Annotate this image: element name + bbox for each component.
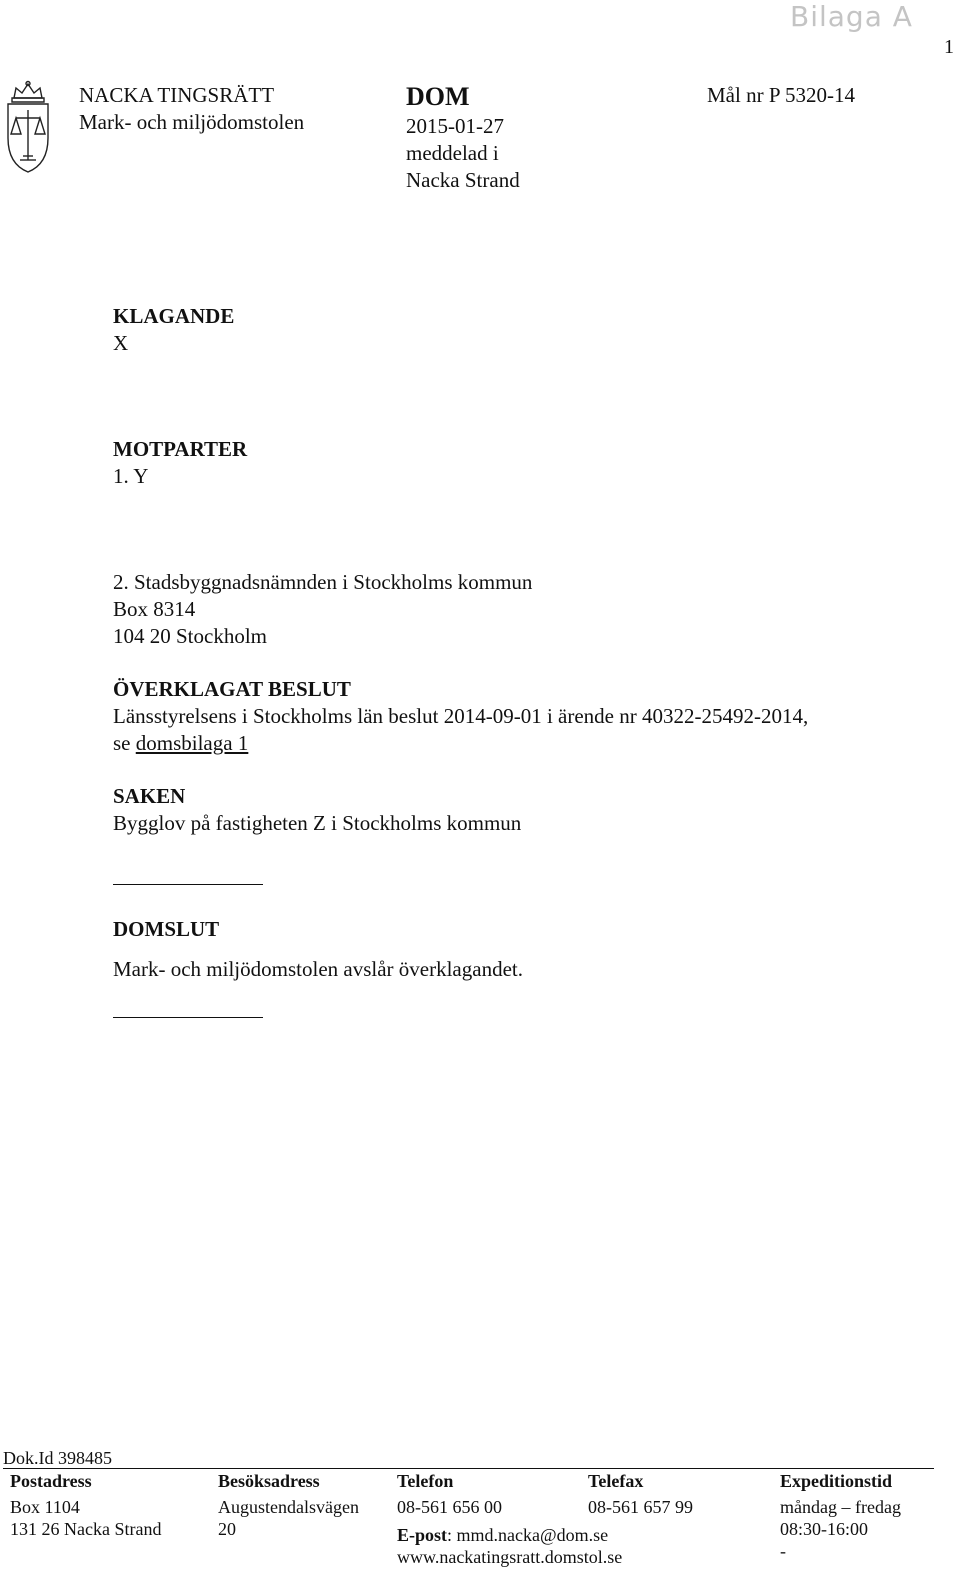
expeditionstid-hours: 08:30-16:00 <box>780 1519 868 1539</box>
epost <box>397 1524 608 1546</box>
website[interactable]: www.nackatingsratt.domstol.se <box>397 1547 623 1567</box>
footer-header-expeditionstid: Expeditionstid <box>780 1471 893 1491</box>
klagande-name: X <box>113 331 129 355</box>
expeditionstid-days: måndag – fredag <box>780 1497 901 1517</box>
motpart-2-name: 2. Stadsbyggnadsnämnden i Stockholms kommun <box>113 570 533 594</box>
epost-value[interactable]: : mmd.nacka@dom.se <box>447 1525 609 1545</box>
document-date: 2015-01-27 <box>406 114 504 138</box>
divider <box>113 884 263 885</box>
footer-rule <box>3 1468 934 1469</box>
besoksadress-line-1: Augustendalsvägen <box>218 1497 359 1517</box>
motpart-1: 1. Y <box>113 464 149 488</box>
delivered-place: Nacka Strand <box>406 168 520 192</box>
overklagat-reference <box>113 730 248 757</box>
overklagat-text: Länsstyrelsens i Stockholms län beslut 2014-09-01 i ärende nr 40322-25492-2014, <box>113 704 809 728</box>
domsbilaga-link[interactable]: domsbilaga 1 <box>135 731 249 755</box>
klagande-heading: KLAGANDE <box>113 304 235 328</box>
postadress-line-2: 131 26 Nacka Strand <box>10 1519 162 1539</box>
swedish-court-crest-icon <box>2 80 54 176</box>
overklagat-heading: ÖVERKLAGAT BESLUT <box>113 677 351 701</box>
court-division: Mark- och miljödomstolen <box>79 110 305 134</box>
besoksadress-line-2: 20 <box>218 1519 236 1539</box>
telefon-value: 08-561 656 00 <box>397 1497 502 1517</box>
footer-header-telefon: Telefon <box>397 1471 454 1491</box>
motpart-2-box: Box 8314 <box>113 597 196 621</box>
epost-label: E-post <box>397 1525 448 1545</box>
document-id: Dok.Id 398485 <box>3 1448 112 1468</box>
document-type: DOM <box>406 82 470 111</box>
motparter-heading: MOTPARTER <box>113 437 248 461</box>
domslut-text: Mark- och miljödomstolen avslår överklagandet. <box>113 957 523 981</box>
telefax-value: 08-561 657 99 <box>588 1497 693 1517</box>
footer-header-telefax: Telefax <box>588 1471 644 1491</box>
footer-header-postadress: Postadress <box>10 1471 92 1491</box>
page-number: 1 <box>944 36 954 58</box>
saken-text: Bygglov på fastigheten Z i Stockholms kommun <box>113 811 522 835</box>
motpart-2-city: 104 20 Stockholm <box>113 624 268 648</box>
footer-header-besoksadress: Besöksadress <box>218 1471 320 1491</box>
delivered-label: meddelad i <box>406 141 499 165</box>
divider <box>113 1017 263 1018</box>
overklagat-prefix: se <box>113 731 136 755</box>
domslut-heading: DOMSLUT <box>113 917 220 941</box>
postadress-line-1: Box 1104 <box>10 1497 80 1517</box>
expeditionstid-dash: - <box>780 1541 786 1561</box>
watermark: Bilaga A <box>790 0 913 33</box>
saken-heading: SAKEN <box>113 784 186 808</box>
court-name: NACKA TINGSRÄTT <box>79 83 275 107</box>
case-number: Mål nr P 5320-14 <box>707 83 855 107</box>
